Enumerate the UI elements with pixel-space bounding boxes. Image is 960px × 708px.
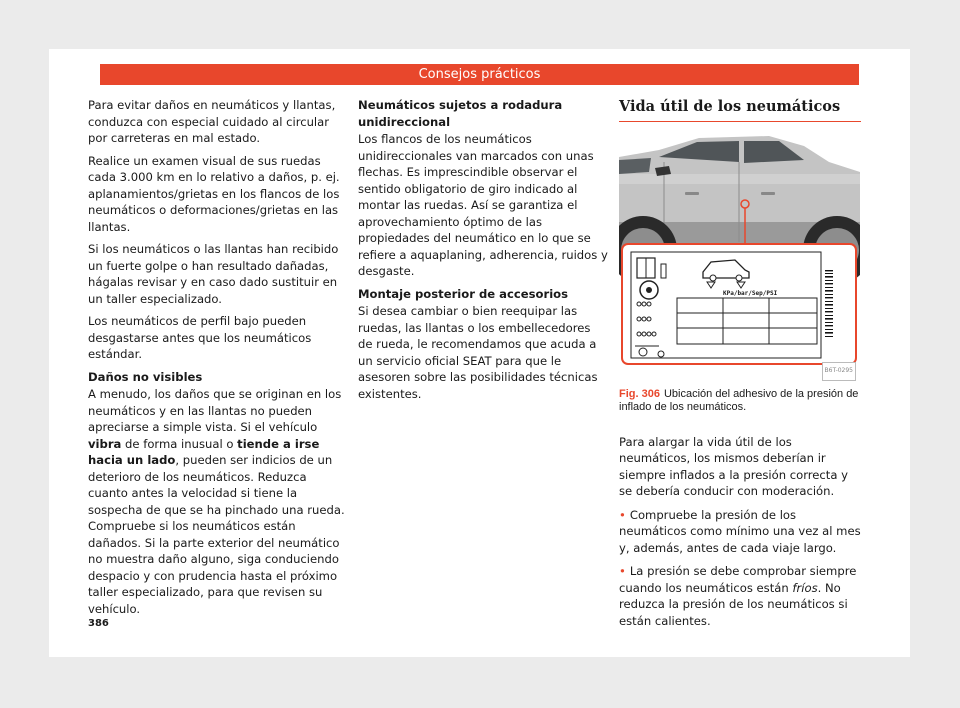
paragraph: Para alargar la vida útil de los neumáticos, los mismos deberían ir siempre inflados a la presión correcta y se debería conducir con moderación. [619, 434, 848, 498]
subheading-no-visibles: Daños no visibles [88, 369, 203, 384]
paragraph: Los flancos de los neumáticos unidireccionales van marcados con unas flechas. Es imprescindible observar el sentido obligatorio de giro indicado al montar las ruedas. Así se garantiza el aprovechamiento óptimo de las propiedades del neumático en lo que se refiere a aquaplaning, adherencia, ruidos y desgaste. [358, 132, 608, 278]
paragraph: A menudo, los daños que se originan en los neumáticos y en las llantas no pueden apreciarse a simple vista. Si el vehículo vibra de forma inusual o tiende a irse hacia un lado, pueden ser indicios de un deterioro de los neumáticos. Reduzca cuanto antes la velocidad si tiene la sospecha de que se ha pinchado una rueda. Compruebe si los neumáticos están dañados. Si la parte exterior del neumático no muestra daño alguno, siga conduciendo despacio y con prudencia hasta el próximo taller especializado, para que revisen su vehículo. [88, 387, 345, 616]
paragraph: Si desea cambiar o bien reequipar las ruedas, las llantas o los embellecedores de rueda, le recomendamos que acuda a un servicio oficial SEAT para que le asesoren sobre las posibilidades técnicas existentes. [358, 304, 598, 401]
list-item: • La presión se debe comprobar siempre cuando los neumáticos están fríos. No reduzca la presión de los neumáticos si están calientes. [619, 564, 857, 628]
figure-code: B6T-0295 [822, 362, 856, 381]
list-item: • Compruebe la presión de los neumáticos como mínimo una vez al mes y, además, antes de cada viaje largo. [619, 507, 861, 555]
section-title: Vida útil de los neumáticos [619, 99, 861, 122]
column-middle [358, 97, 608, 408]
subheading-montaje: Montaje posterior de accesorios [358, 286, 569, 301]
pressure-units-label: KPa/bar/Sep/PSI [723, 289, 778, 297]
bullet-icon: • [619, 564, 626, 578]
subheading-unidireccional: Neumáticos sujetos a rodadura unidireccional [358, 98, 563, 129]
paragraph: Para evitar daños en neumáticos y llantas, conduzca con especial cuidado al circular por carreteras en mal estado. [88, 98, 336, 145]
figure-number: Fig. 306 [619, 387, 660, 400]
figure-tire-pressure-label [619, 132, 860, 383]
car-illustration [619, 132, 860, 383]
paragraph: Realice un examen visual de sus ruedas cada 3.000 km en lo relativo a daños, p. ej. aplanamientos/grietas en los flancos de los neumáticos o deformaciones/grietas en las llantas. [88, 153, 340, 234]
bullet-icon: • [619, 507, 626, 522]
column-right [619, 97, 861, 636]
paragraph: Si los neumáticos o las llantas han recibido un fuerte golpe o han resultado dañadas, hágalas revisar y en caso dado sustituir en un taller especializado. [88, 242, 339, 306]
paragraph: Los neumáticos de perfil bajo pueden desgastarse antes que los neumáticos estándar. [88, 314, 312, 361]
figure-caption: Fig. 306 Ubicación del adhesivo de la presión de inflado de los neumáticos. [619, 387, 859, 413]
column-left [88, 97, 348, 623]
page-number: 386 [88, 618, 109, 629]
page-header: Consejos prácticos [100, 64, 859, 85]
